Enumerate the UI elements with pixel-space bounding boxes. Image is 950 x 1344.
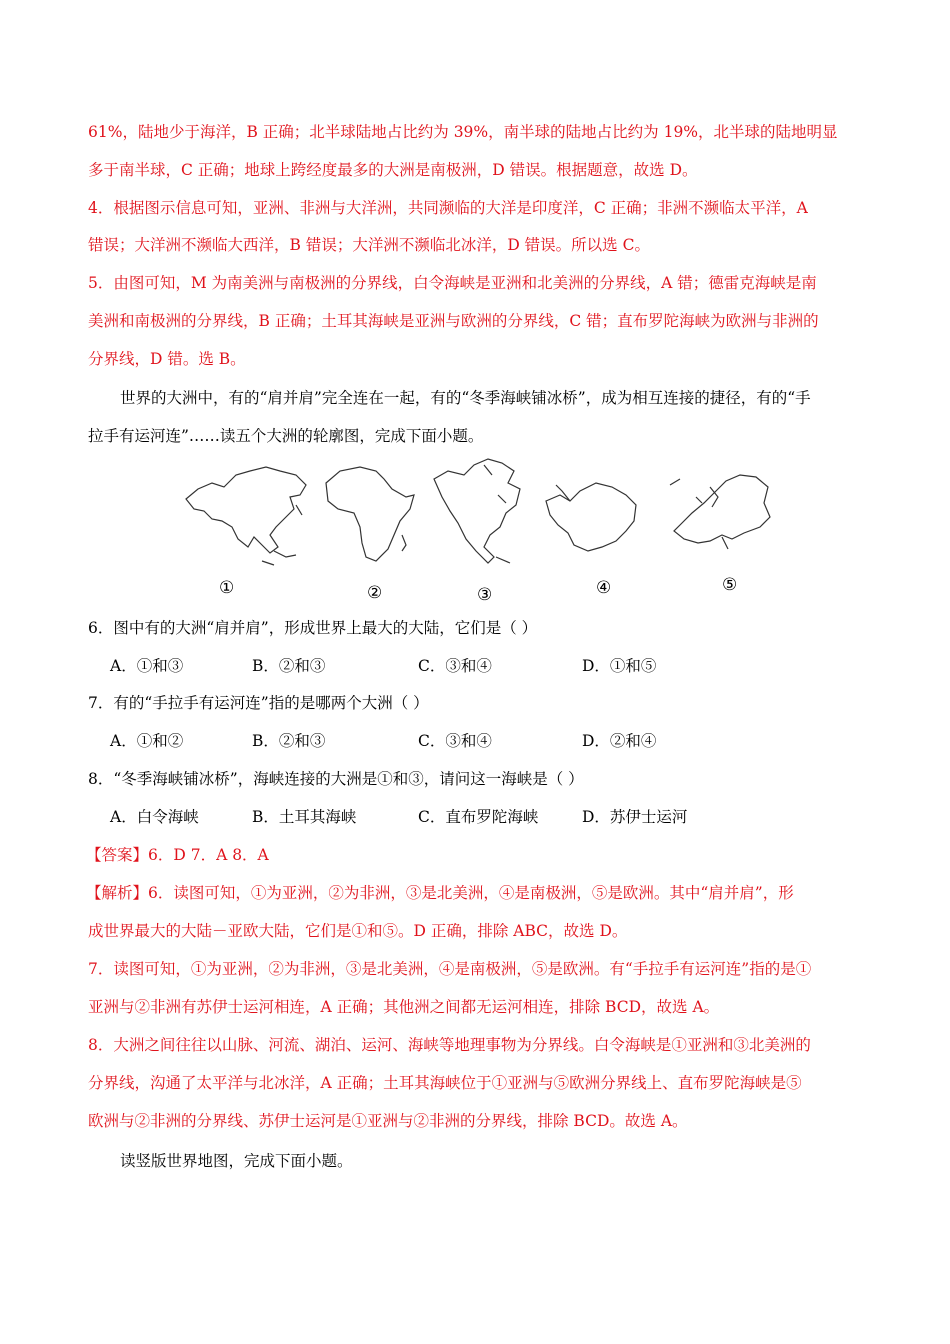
explanation-line: 多于南半球，C 正确；地球上跨经度最多的大洲是南极洲，D 错误。根据题意，故选 D。 [88,161,698,179]
analysis-line: 亚洲与②非洲有苏伊士运河相连，A 正确；其他洲之间都无运河相连，排除 BCD，故选 A。 [88,998,720,1016]
analysis-line: 分界线，沟通了太平洋与北冰洋，A 正确；土耳其海峡位于①亚洲与⑤欧洲分界线上、直布罗陀海峡是⑤ [88,1074,802,1092]
analysis-line: 7．读图可知，①为亚洲，②为非洲，③是北美洲，④是南极洲，⑤是欧洲。有“手拉手有运河连”指的是① [88,960,812,978]
intro-paragraph: 世界的大洲中，有的“肩并肩”完全连在一起，有的“冬季海峡铺冰桥”，成为相互连接的捷径，有的“手 [120,389,811,407]
next-section-intro: 读竖版世界地图，完成下面小题。 [120,1152,353,1170]
q8-option-c[interactable]: C．直布罗陀海峡 [418,808,539,826]
explanation-line: 美洲和南极洲的分界线，B 正确；土耳其海峡是亚洲与欧洲的分界线，C 错；直布罗陀海峡为欧洲与非洲的 [88,312,819,330]
map-label-5: ⑤ [722,575,738,595]
explanation-line: 分界线，D 错。选 B。 [88,350,246,368]
africa-outline [318,461,420,567]
continent-outline-figure [170,455,790,610]
antarctica-outline [540,477,644,557]
question-7: 7．有的“手拉手有运河连”指的是哪两个大洲（ ） [88,694,429,712]
intro-paragraph: 拉手有运河连”……读五个大洲的轮廓图，完成下面小题。 [88,427,484,445]
q7-option-a[interactable]: A．①和② [110,732,184,750]
explanation-line: 4．根据图示信息可知，亚洲、非洲与大洋洲，共同濒临的大洋是印度洋，C 正确；非洲不濒临太平洋，A [88,199,808,217]
q8-option-a[interactable]: A．白令海峡 [110,808,199,826]
q8-option-b[interactable]: B．土耳其海峡 [252,808,357,826]
answer-key: 【答案】6．D 7．A 8．A [86,846,269,864]
asia-outline [178,461,310,569]
map-label-1: ① [219,578,235,598]
q6-option-b[interactable]: B．②和③ [252,657,326,675]
map-label-3: ③ [477,585,493,605]
q7-option-d[interactable]: D．②和④ [582,732,657,750]
map-label-4: ④ [596,578,612,598]
question-8: 8．“冬季海峡铺冰桥”，海峡连接的大洲是①和③，请问这一海峡是（ ） [88,770,584,788]
analysis-line: 成世界最大的大陆－亚欧大陆，它们是①和⑤。D 正确，排除 ABC，故选 D。 [88,922,628,940]
q6-option-a[interactable]: A．①和③ [110,657,184,675]
analysis-line: 【解析】6．读图可知，①为亚洲，②为非洲，③是北美洲，④是南极洲，⑤是欧洲。其中“肩并肩”，形 [86,884,794,902]
europe-outline [664,467,774,557]
north-america-outline [428,455,528,573]
explanation-line: 61%，陆地少于海洋，B 正确；北半球陆地占比约为 39%，南半球的陆地占比约为 19%，北半球的陆地明显 [88,123,838,141]
q7-option-b[interactable]: B．②和③ [252,732,326,750]
explanation-line: 5．由图可知，M 为南美洲与南极洲的分界线，白令海峡是亚洲和北美洲的分界线，A 错；德雷克海峡是南 [88,274,817,292]
analysis-line: 欧洲与②非洲的分界线、苏伊士运河是①亚洲与②非洲的分界线，排除 BCD。故选 A。 [88,1112,688,1130]
q8-option-d[interactable]: D．苏伊士运河 [582,808,688,826]
q7-option-c[interactable]: C．③和④ [418,732,492,750]
q6-option-c[interactable]: C．③和④ [418,657,492,675]
map-label-2: ② [367,583,383,603]
explanation-line: 错误；大洋洲不濒临大西洋，B 错误；大洋洲不濒临北冰洋，D 错误。所以选 C。 [88,236,650,254]
analysis-line: 8．大洲之间往往以山脉、河流、湖泊、运河、海峡等地理事物为分界线。白令海峡是①亚洲和③北美洲的 [88,1036,811,1054]
q6-option-d[interactable]: D．①和⑤ [582,657,657,675]
question-6: 6．图中有的大洲“肩并肩”，形成世界上最大的大陆，它们是（ ） [88,619,538,637]
